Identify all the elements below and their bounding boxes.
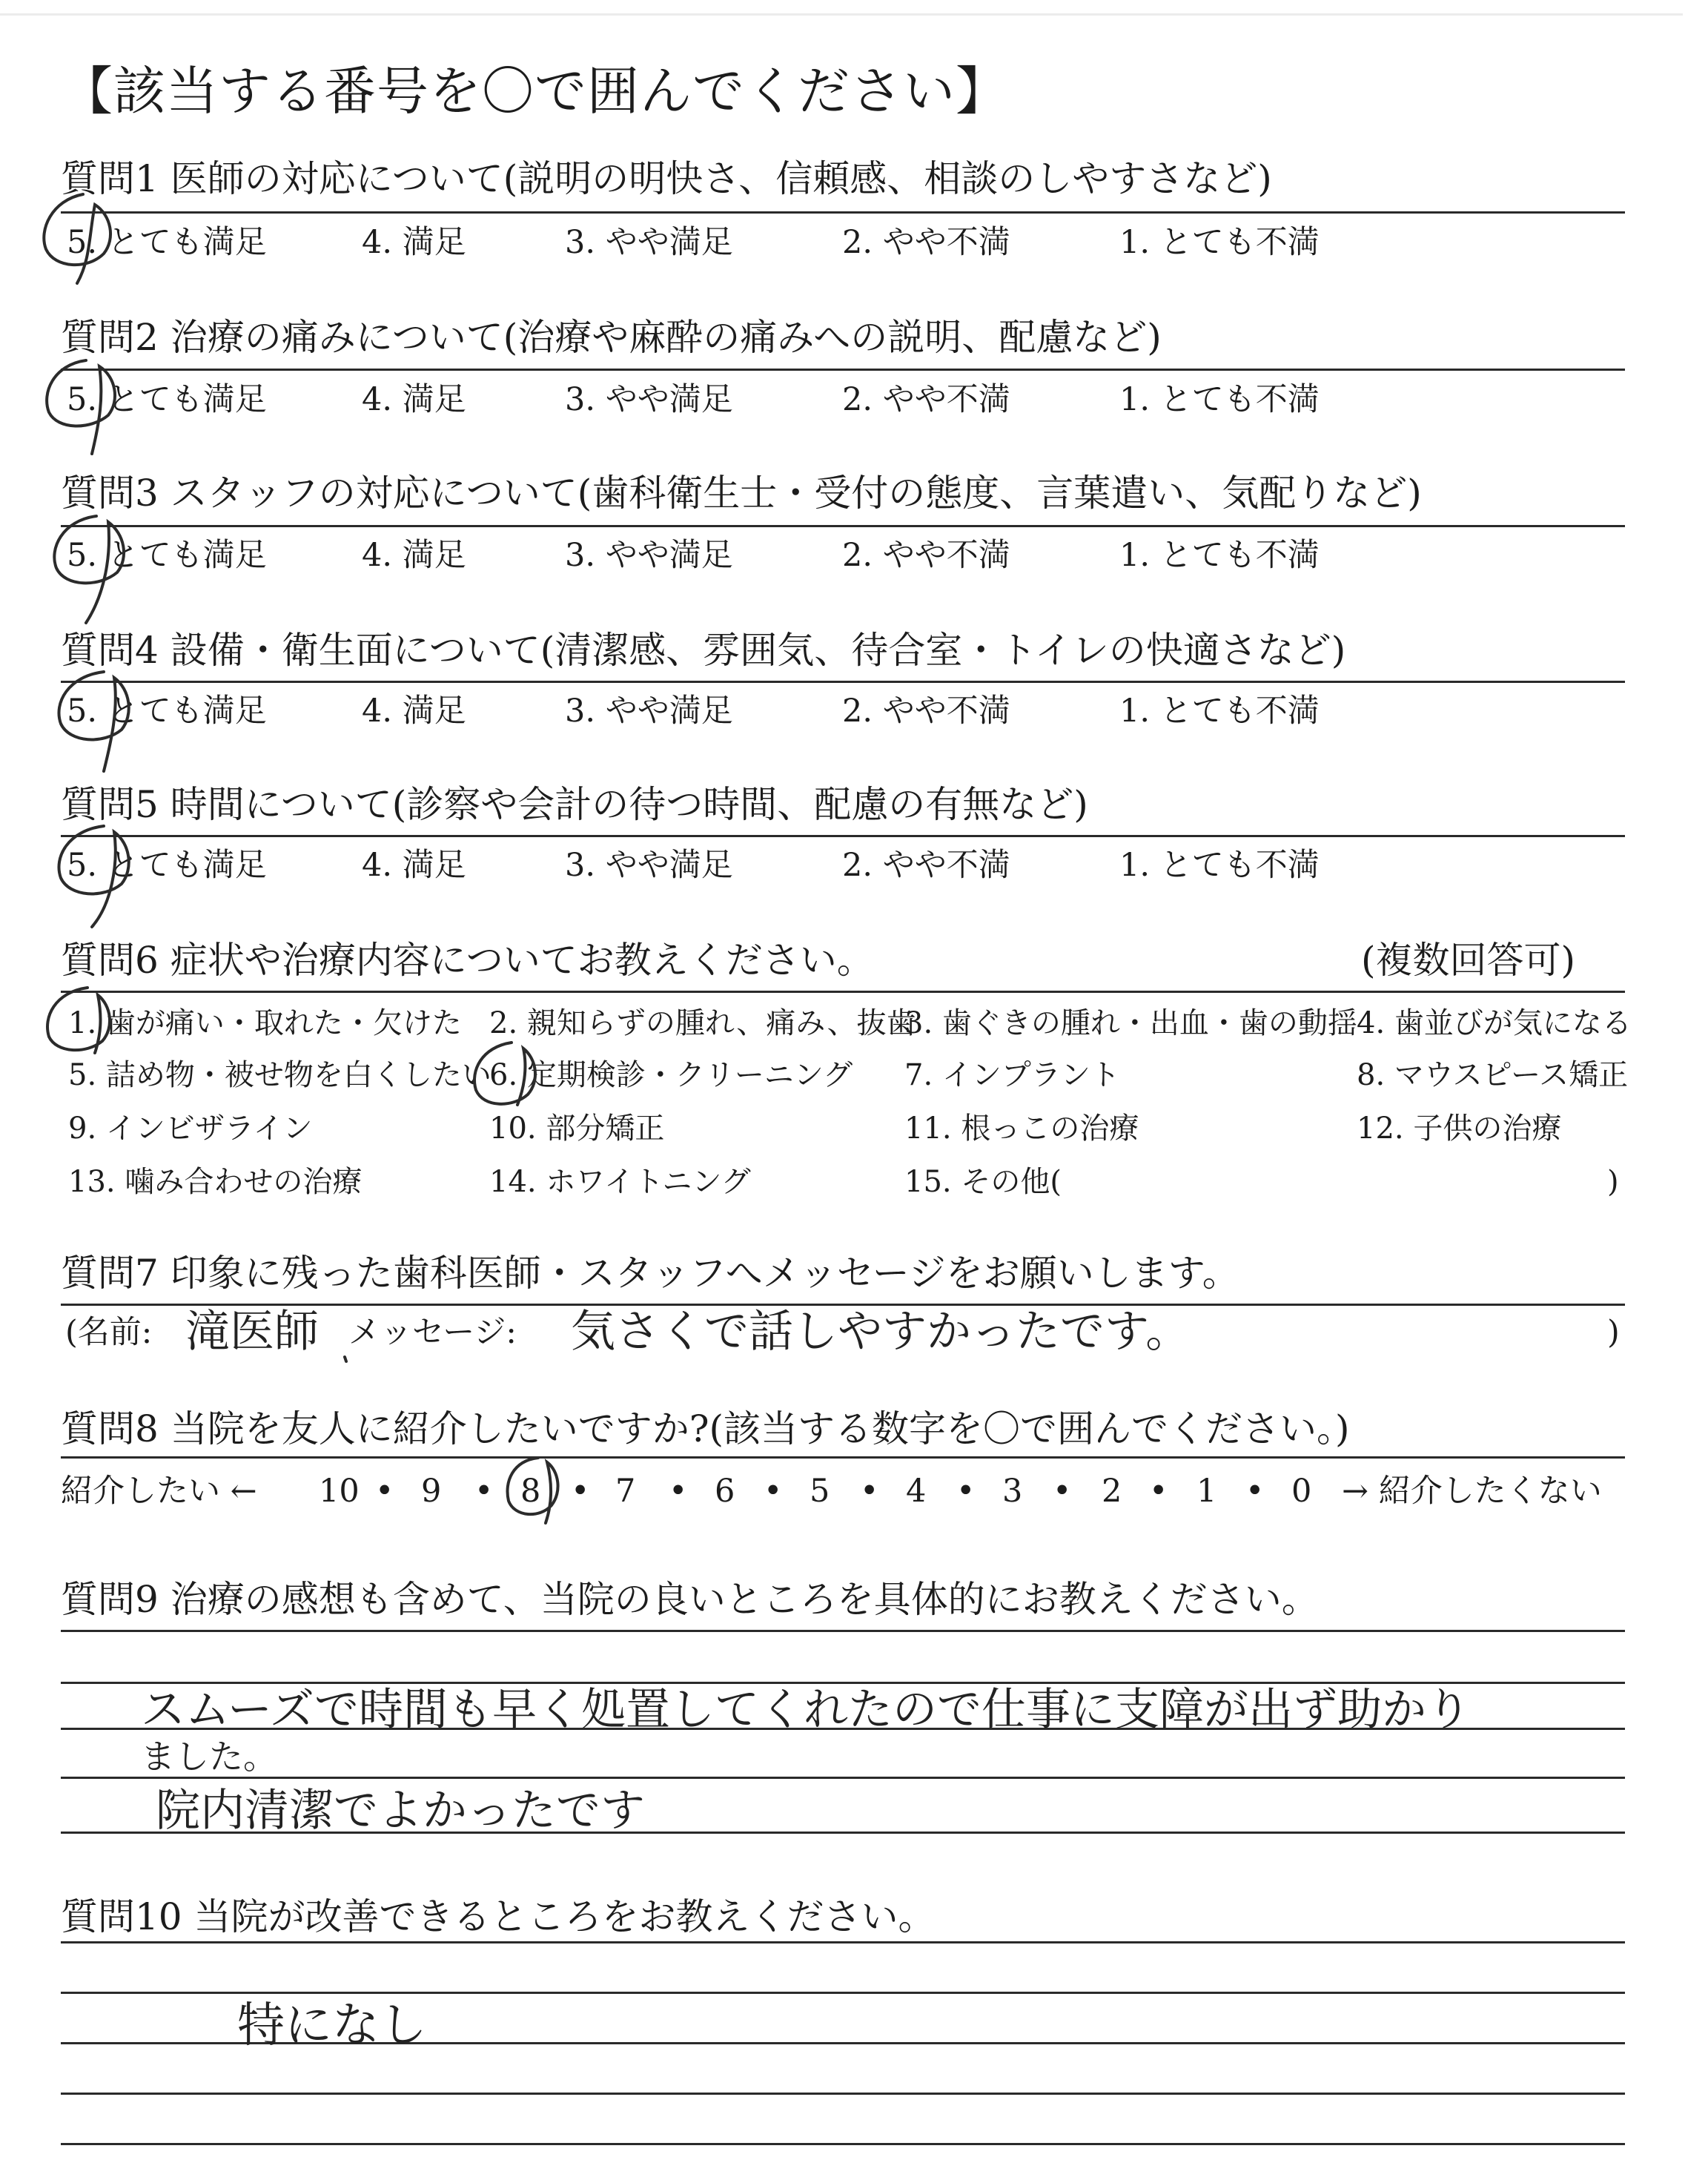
q2-rule bbox=[61, 369, 1625, 371]
q3-option-1[interactable]: 1. とても不満 bbox=[1119, 537, 1320, 574]
q9-line-4 bbox=[61, 1777, 1625, 1779]
q2-option-2[interactable]: 2. やや不満 bbox=[842, 381, 1010, 418]
q6-option-9[interactable]: 9. インビザライン bbox=[68, 1112, 313, 1146]
q8-scale-0[interactable]: 0 bbox=[1291, 1473, 1312, 1510]
q5-rule bbox=[61, 835, 1625, 837]
q10-line-4 bbox=[61, 2093, 1625, 2095]
q10-line-1 bbox=[61, 1941, 1625, 1943]
q6-option-5[interactable]: 5. 詰め物・被せ物を白くしたい bbox=[68, 1058, 491, 1092]
q8-left-label: 紹介したい ← bbox=[61, 1473, 257, 1510]
q8-rule bbox=[61, 1456, 1625, 1459]
q7-message-label: メッセージ: bbox=[348, 1314, 517, 1351]
q8-right-label: → 紹介したくない bbox=[1342, 1473, 1602, 1510]
q6-option-1[interactable]: 1. 歯が痛い・取れた・欠けた bbox=[68, 1006, 462, 1040]
q9-answer-line-3[interactable]: 院内清潔でよかったです bbox=[156, 1785, 645, 1837]
q7-name-handwritten[interactable]: 滝医師 bbox=[185, 1306, 319, 1358]
q3-rule bbox=[61, 525, 1625, 527]
q1-option-4[interactable]: 4. 満足 bbox=[362, 224, 466, 261]
q4-option-3[interactable]: 3. やや満足 bbox=[565, 693, 733, 730]
q3-option-4[interactable]: 4. 満足 bbox=[362, 537, 466, 574]
q5-option-3[interactable]: 3. やや満足 bbox=[565, 847, 733, 884]
q8-scale-separator: • bbox=[1053, 1473, 1072, 1510]
q8-scale-separator: • bbox=[764, 1473, 783, 1510]
q6-option-4[interactable]: 4. 歯並びが気になる bbox=[1357, 1006, 1632, 1040]
q8-scale-7[interactable]: 7 bbox=[615, 1473, 636, 1510]
q10-line-5 bbox=[61, 2143, 1625, 2145]
q8-scale-8[interactable]: 8 bbox=[520, 1473, 541, 1510]
q1-option-1[interactable]: 1. とても不満 bbox=[1119, 224, 1320, 261]
q8-scale-3[interactable]: 3 bbox=[1002, 1473, 1023, 1510]
scan-edge bbox=[0, 13, 1683, 16]
q1-rule bbox=[61, 211, 1625, 214]
q5-option-1[interactable]: 1. とても不満 bbox=[1119, 847, 1320, 884]
q8-scale-separator: • bbox=[1149, 1473, 1168, 1510]
q7-label: 質問7 印象に残った歯科医師・スタッフへメッセージをお願いします。 bbox=[61, 1252, 1239, 1295]
q6-option-8[interactable]: 8. マウスピース矯正 bbox=[1357, 1058, 1629, 1092]
q4-rule bbox=[61, 681, 1625, 683]
q2-option-5[interactable]: 5. とても満足 bbox=[67, 381, 267, 418]
q6-option-15[interactable]: 15. その他( bbox=[904, 1165, 1062, 1199]
q8-scale-separator: • bbox=[860, 1473, 879, 1510]
q6-other-close: ) bbox=[1607, 1165, 1619, 1199]
q6-option-13[interactable]: 13. 噛み合わせの治療 bbox=[68, 1165, 363, 1199]
q2-option-1[interactable]: 1. とても不満 bbox=[1119, 381, 1320, 418]
q6-option-11[interactable]: 11. 根っこの治療 bbox=[904, 1112, 1139, 1146]
q10-line-2 bbox=[61, 1992, 1625, 1994]
q9-line-1 bbox=[61, 1630, 1625, 1632]
q4-option-2[interactable]: 2. やや不満 bbox=[842, 693, 1010, 730]
q2-option-4[interactable]: 4. 満足 bbox=[362, 381, 466, 418]
q8-scale-10[interactable]: 10 bbox=[319, 1473, 360, 1510]
q7-name-label: (名前: bbox=[65, 1314, 153, 1351]
q7-name-dot bbox=[345, 1357, 346, 1361]
q6-option-3[interactable]: 3. 歯ぐきの腫れ・出血・歯の動揺 bbox=[904, 1006, 1357, 1040]
q1-option-2[interactable]: 2. やや不満 bbox=[842, 224, 1010, 261]
q4-option-4[interactable]: 4. 満足 bbox=[362, 693, 466, 730]
q8-scale-2[interactable]: 2 bbox=[1102, 1473, 1122, 1510]
q2-label: 質問2 治療の痛みについて(治療や麻酔の痛みへの説明、配慮など) bbox=[61, 316, 1162, 359]
q8-scale-separator: • bbox=[669, 1473, 688, 1510]
q4-option-1[interactable]: 1. とても不満 bbox=[1119, 693, 1320, 730]
form-title: 【該当する番号を〇で囲んでください】 bbox=[61, 61, 1008, 122]
q10-answer-handwritten[interactable]: 特になし bbox=[237, 1998, 427, 2053]
q6-option-2[interactable]: 2. 親知らずの腫れ、痛み、抜歯 bbox=[489, 1006, 916, 1040]
q9-answer-line-2[interactable]: ました。 bbox=[141, 1737, 277, 1777]
q6-option-12[interactable]: 12. 子供の治療 bbox=[1357, 1112, 1562, 1146]
q8-scale-separator: • bbox=[1245, 1473, 1265, 1510]
q8-label: 質問8 当院を友人に紹介したいですか?(該当する数字を〇で囲んでください。) bbox=[61, 1407, 1350, 1450]
q5-option-2[interactable]: 2. やや不満 bbox=[842, 847, 1010, 884]
q6-option-14[interactable]: 14. ホワイトニング bbox=[489, 1165, 751, 1199]
q6-option-6[interactable]: 6. 定期検診・クリーニング bbox=[489, 1058, 853, 1092]
q5-option-5[interactable]: 5. とても満足 bbox=[67, 847, 267, 884]
q5-option-4[interactable]: 4. 満足 bbox=[362, 847, 466, 884]
q3-option-3[interactable]: 3. やや満足 bbox=[565, 537, 733, 574]
q1-option-5[interactable]: 5. とても満足 bbox=[67, 224, 267, 261]
q4-option-5[interactable]: 5. とても満足 bbox=[67, 693, 267, 730]
q2-option-3[interactable]: 3. やや満足 bbox=[565, 381, 733, 418]
q7-close-paren: ) bbox=[1607, 1314, 1620, 1351]
q1-label: 質問1 医師の対応について(説明の明快さ、信頼感、相談のしやすさなど) bbox=[61, 157, 1272, 200]
q6-rule bbox=[61, 991, 1625, 993]
q8-scale-separator: • bbox=[571, 1473, 590, 1510]
q10-label: 質問10 当院が改善できるところをお教えください。 bbox=[61, 1895, 936, 1938]
q1-option-3[interactable]: 3. やや満足 bbox=[565, 224, 733, 261]
q4-label: 質問4 設備・衛生面について(清潔感、雰囲気、待合室・トイレの快適さなど) bbox=[61, 629, 1346, 672]
q5-label: 質問5 時間について(診察や会計の待つ時間、配慮の有無など) bbox=[61, 783, 1088, 826]
q8-scale-5[interactable]: 5 bbox=[810, 1473, 830, 1510]
q8-scale-separator: • bbox=[956, 1473, 976, 1510]
q6-label: 質問6 症状や治療内容についてお教えください。 bbox=[61, 939, 874, 982]
q6-note: (複数回答可) bbox=[1361, 939, 1576, 982]
q8-scale-6[interactable]: 6 bbox=[715, 1473, 735, 1510]
q3-option-5[interactable]: 5. とても満足 bbox=[67, 537, 267, 574]
q6-option-10[interactable]: 10. 部分矯正 bbox=[489, 1112, 665, 1146]
q7-message-handwritten[interactable]: 気さくで話しやすかったです。 bbox=[571, 1306, 1191, 1358]
q6-option-7[interactable]: 7. インプラント bbox=[904, 1058, 1120, 1092]
q3-option-2[interactable]: 2. やや不満 bbox=[842, 537, 1010, 574]
q8-scale-9[interactable]: 9 bbox=[421, 1473, 442, 1510]
q9-answer-line-1[interactable]: スムーズで時間も早く処置してくれたので仕事に支障が出ず助かり bbox=[141, 1684, 1471, 1736]
q8-scale-4[interactable]: 4 bbox=[906, 1473, 927, 1510]
q3-label: 質問3 スタッフの対応について(歯科衛生士・受付の態度、言葉遣い、気配りなど) bbox=[61, 472, 1422, 515]
q9-label: 質問9 治療の感想も含めて、当院の良いところを具体的にお教えください。 bbox=[61, 1578, 1319, 1621]
q8-scale-separator: • bbox=[474, 1473, 494, 1510]
q8-scale-1[interactable]: 1 bbox=[1196, 1473, 1217, 1510]
q8-scale-separator: • bbox=[375, 1473, 394, 1510]
